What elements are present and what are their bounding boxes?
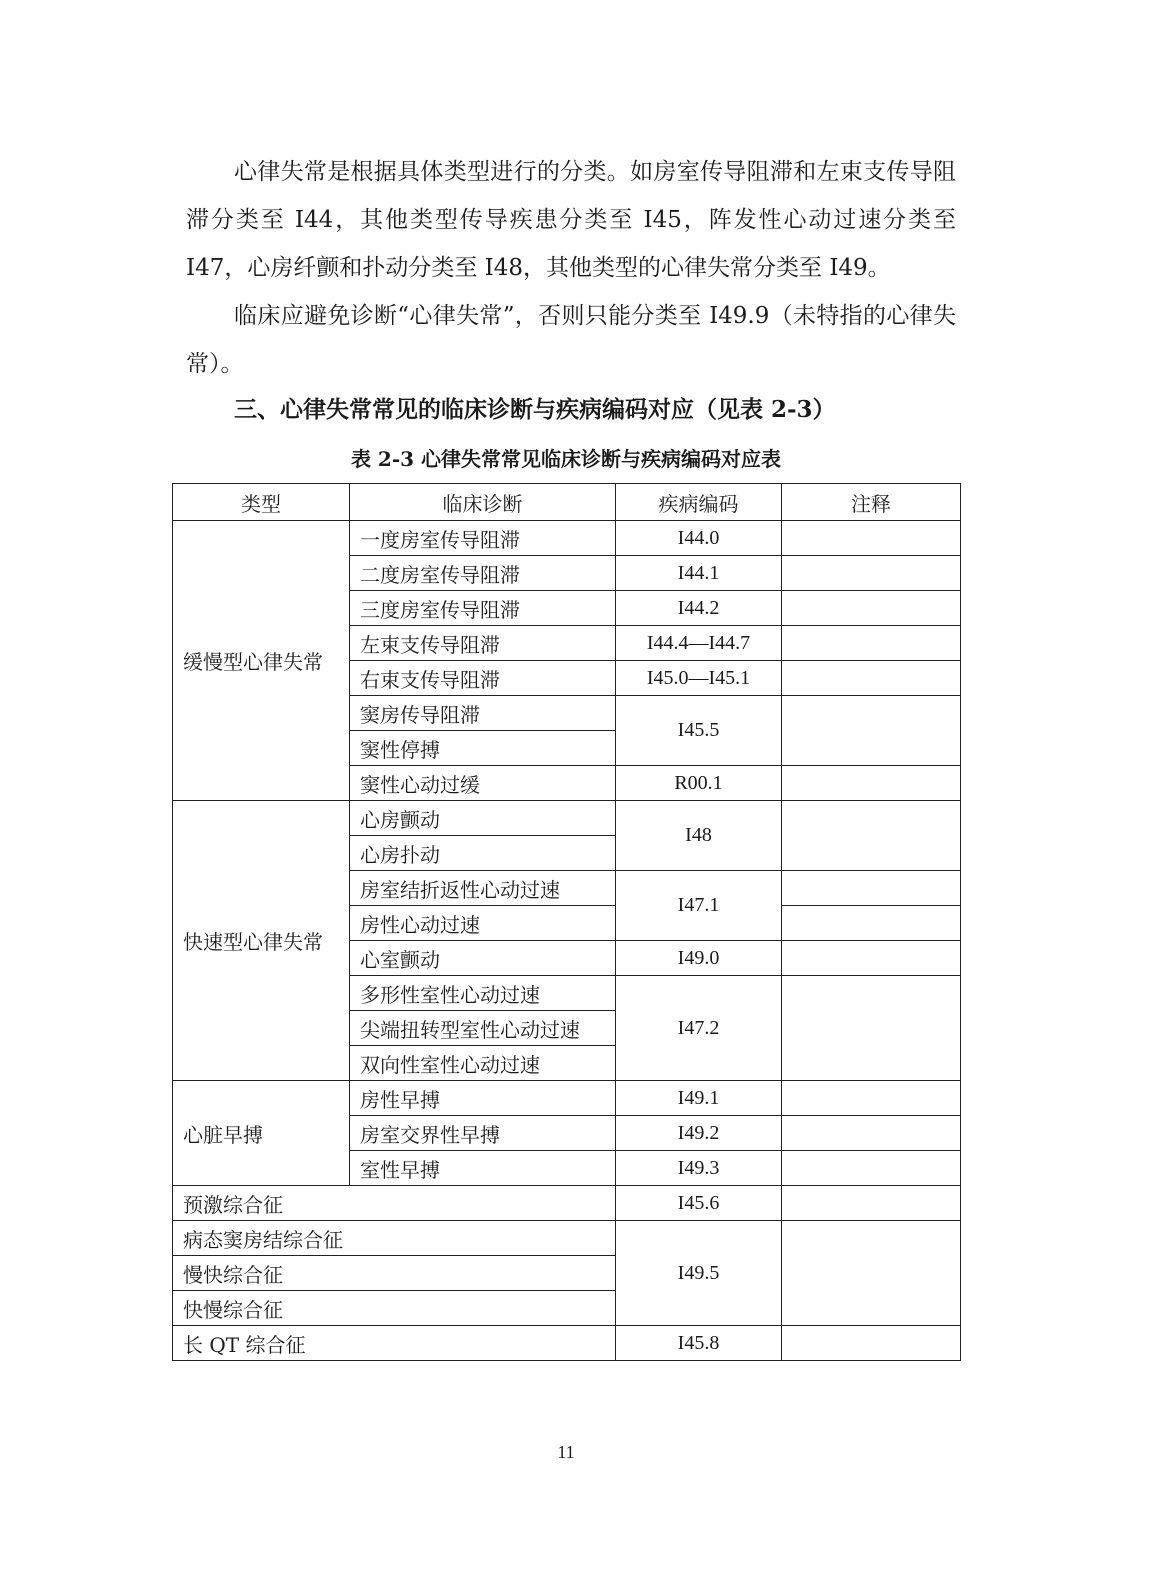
note-cell	[782, 1221, 961, 1326]
note-cell	[782, 1186, 961, 1221]
diagnosis-cell: 室性早搏	[350, 1151, 616, 1186]
body-paragraph: 心律失常是根据具体类型进行的分类。如房室传导阻滞和左束支传导阻滞分类至 I44，其他类型传导疾患分类至 I45，阵发性心动过速分类至 I47，心房纤颤和扑动分类至 I48，其他类型的心律失常分类至 I49。	[186, 159, 956, 281]
diagnosis-cell: 房性早搏	[350, 1081, 616, 1116]
code-cell: I49.3	[616, 1151, 782, 1186]
diagnosis-cell: 心房颤动	[350, 801, 616, 836]
note-cell	[782, 871, 961, 906]
type-cell: 快速型心律失常	[173, 801, 350, 1081]
table-row	[173, 1081, 961, 1116]
note-cell	[782, 1081, 961, 1116]
diagnosis-cell: 三度房室传导阻滞	[350, 591, 616, 626]
diagnosis-cell: 多形性室性心动过速	[350, 976, 616, 1011]
code-cell: I45.8	[616, 1326, 782, 1361]
header-type: 类型	[173, 484, 350, 521]
note-cell	[782, 521, 961, 556]
diagnosis-cell: 房性心动过速	[350, 906, 616, 941]
type-cell: 心脏早搏	[173, 1081, 350, 1186]
code-cell: I45.5	[616, 696, 782, 766]
note-cell	[782, 556, 961, 591]
code-cell: I44.4—I44.7	[616, 626, 782, 661]
table-row	[173, 1221, 961, 1256]
diagnosis-cell: 一度房室传导阻滞	[350, 521, 616, 556]
note-cell	[782, 591, 961, 626]
diagnosis-cell: 长 QT 综合征	[173, 1326, 616, 1361]
diagnosis-cell: 二度房室传导阻滞	[350, 556, 616, 591]
note-cell	[782, 801, 961, 871]
table-row	[173, 1326, 961, 1361]
note-cell	[782, 766, 961, 801]
diagnosis-cell: 窦性心动过缓	[350, 766, 616, 801]
diagnosis-cell: 左束支传导阻滞	[350, 626, 616, 661]
note-cell	[782, 626, 961, 661]
code-cell: I44.0	[616, 521, 782, 556]
table-caption: 表 2-3 心律失常常见临床诊断与疾病编码对应表	[350, 447, 782, 471]
body-paragraph: 临床应避免诊断“心律失常”，否则只能分类至 I49.9（未特指的心律失常）。	[186, 303, 956, 377]
code-cell: I49.5	[616, 1221, 782, 1326]
note-cell	[782, 1151, 961, 1186]
code-cell: I44.1	[616, 556, 782, 591]
diagnosis-cell: 预激综合征	[173, 1186, 616, 1221]
code-cell: I49.1	[616, 1081, 782, 1116]
code-cell: R00.1	[616, 766, 782, 801]
diagnosis-cell: 快慢综合征	[173, 1291, 616, 1326]
diagnosis-cell: 双向性室性心动过速	[350, 1046, 616, 1081]
diagnosis-cell: 心室颤动	[350, 941, 616, 976]
code-cell: I47.2	[616, 976, 782, 1081]
code-cell: I47.1	[616, 871, 782, 941]
note-cell	[782, 1116, 961, 1151]
code-cell: I44.2	[616, 591, 782, 626]
note-cell	[782, 941, 961, 976]
code-cell: I49.2	[616, 1116, 782, 1151]
diagnosis-cell: 慢快综合征	[173, 1256, 616, 1291]
type-cell: 缓慢型心律失常	[173, 521, 350, 801]
diagnosis-cell: 右束支传导阻滞	[350, 661, 616, 696]
diagnosis-cell: 尖端扭转型室性心动过速	[350, 1011, 616, 1046]
note-cell	[782, 661, 961, 696]
code-cell: I48	[616, 801, 782, 871]
header-note: 注释	[782, 484, 961, 521]
page-number: 11	[557, 1442, 575, 1462]
table-header-row	[173, 484, 961, 521]
code-cell: I49.0	[616, 941, 782, 976]
note-cell	[782, 906, 961, 941]
icd-code-table	[172, 483, 961, 1361]
diagnosis-cell: 窦房传导阻滞	[350, 696, 616, 731]
section-heading: 三、心律失常常见的临床诊断与疾病编码对应（见表 2-3）	[234, 396, 836, 423]
code-cell: I45.6	[616, 1186, 782, 1221]
header-code: 疾病编码	[616, 484, 782, 521]
diagnosis-cell: 心房扑动	[350, 836, 616, 871]
note-cell	[782, 696, 961, 766]
table-row	[173, 801, 961, 836]
diagnosis-cell: 房室结折返性心动过速	[350, 871, 616, 906]
note-cell	[782, 976, 961, 1081]
code-cell: I45.0—I45.1	[616, 661, 782, 696]
header-diagnosis: 临床诊断	[350, 484, 616, 521]
diagnosis-cell: 窦性停搏	[350, 731, 616, 766]
note-cell	[782, 1326, 961, 1361]
table-row	[173, 521, 961, 556]
diagnosis-cell: 病态窦房结综合征	[173, 1221, 616, 1256]
diagnosis-cell: 房室交界性早搏	[350, 1116, 616, 1151]
table-row	[173, 1186, 961, 1221]
